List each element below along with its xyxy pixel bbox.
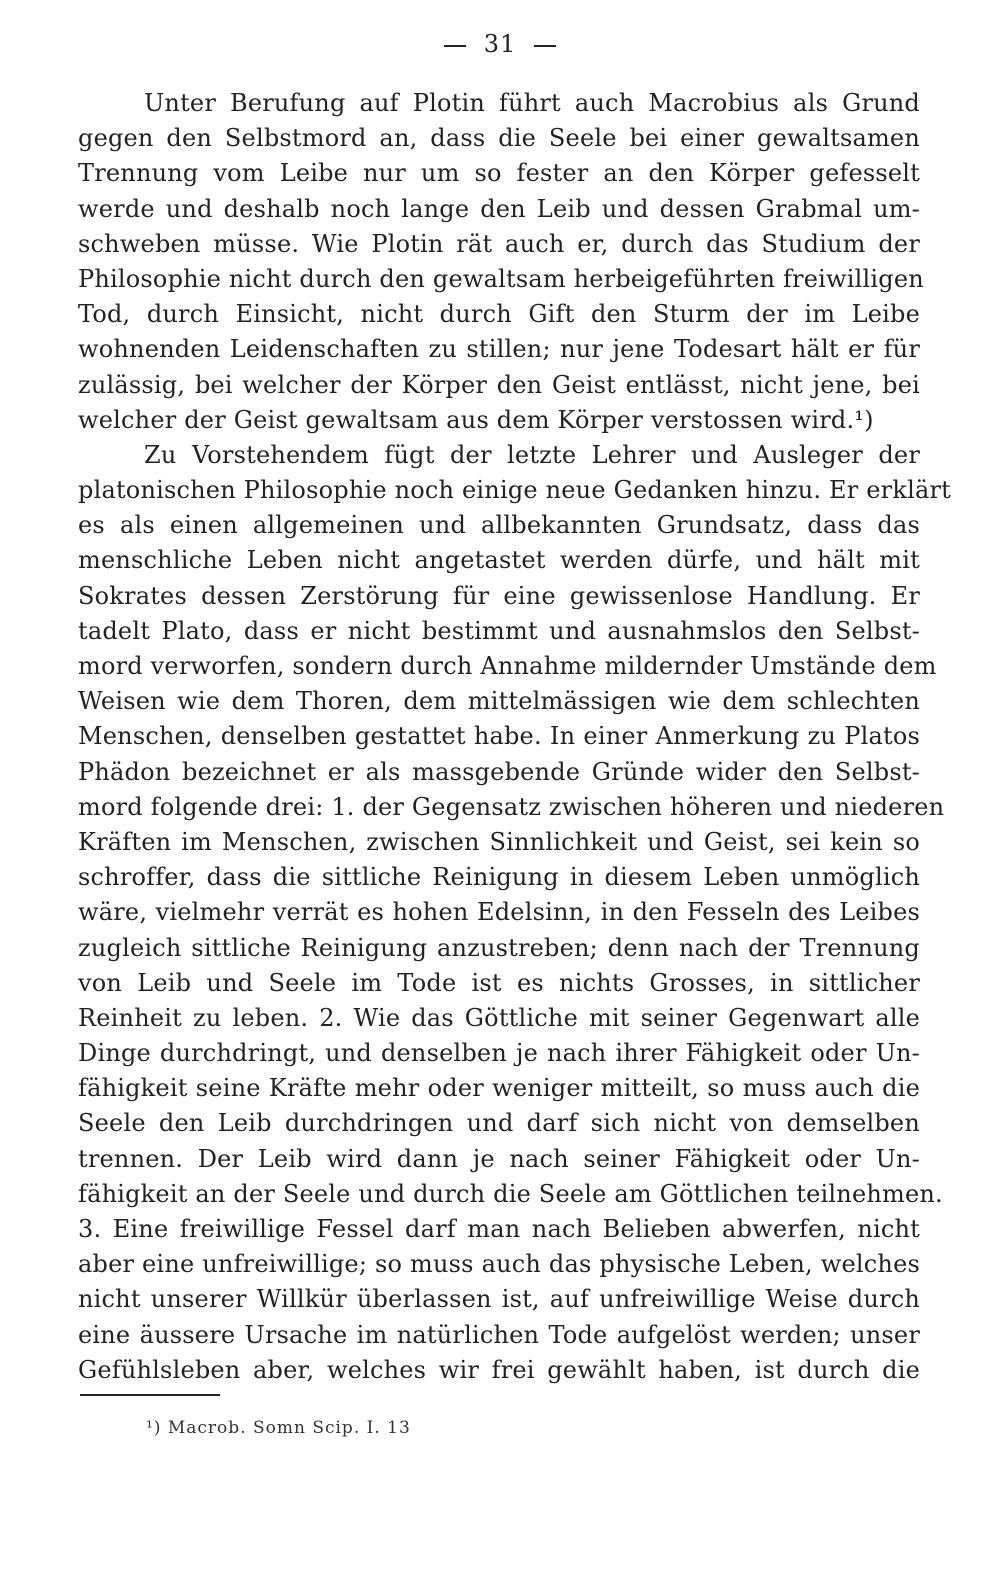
text-line: mord verworfen, sondern durch Annahme mildernder Umstände dem	[78, 652, 937, 680]
text-line: eine äussere Ursache im natürlichen Tode aufgelöst werden; unser	[78, 1320, 920, 1349]
page-number-value: 31	[483, 30, 517, 58]
text-line: Menschen, denselben gestattet habe. In einer Anmerkung zu Platos	[78, 722, 920, 751]
text-line: schweben müsse. Wie Plotin rät auch er, durch das Studium der	[78, 229, 920, 258]
text-line: fähigkeit seine Kräfte mehr oder weniger mitteilt, so muss auch die	[78, 1074, 920, 1103]
text-line: schroffer, dass die sittliche Reinigung in diesem Leben unmöglich	[78, 863, 920, 892]
page-number-dash-right	[534, 45, 556, 47]
page-number-dash-left	[444, 45, 466, 47]
text-line: Sokrates dessen Zerstörung für eine gewissenlose Handlung. Er	[78, 581, 920, 610]
text-line: Weisen wie dem Thoren, dem mittelmässigen wie dem schlechten	[78, 687, 920, 716]
text-line: 3. Eine freiwillige Fessel darf man nach Belieben abwerfen, nicht	[78, 1215, 920, 1243]
page-number	[0, 30, 1000, 58]
text-line: Tod, durch Einsicht, nicht durch Gift den Sturm der im Leibe	[78, 300, 920, 329]
text-line: Reinheit zu leben. 2. Wie das Göttliche mit seiner Gegenwart alle	[78, 1003, 920, 1032]
text-line: Philosophie nicht durch den gewaltsam herbeigeführten freiwilligen	[78, 264, 924, 293]
footnote	[146, 1418, 411, 1438]
text-line: wäre, vielmehr verrät es hohen Edelsinn, in den Fesseln des Leibes	[78, 898, 920, 927]
text-line: zulässig, bei welcher der Körper den Geist entlässt, nicht jene, bei	[78, 370, 920, 399]
text-line: Kräften im Menschen, zwischen Sinnlichkeit und Geist, sei kein so	[78, 827, 920, 856]
text-line: tadelt Plato, dass er nicht bestimmt und ausnahmslos den Selbst-	[78, 616, 920, 645]
footnote-divider	[80, 1394, 220, 1396]
text-line: Dinge durchdringt, und denselben je nach ihrer Fähigkeit oder Un-	[78, 1039, 920, 1068]
text-line: wohnenden Leidenschaften zu stillen; nur jene Todesart hält er für	[78, 335, 920, 364]
text-line: Phädon bezeichnet er als massgebende Gründe wider den Selbst-	[78, 757, 920, 786]
text-line: Zu Vorstehendem fügt der letzte Lehrer und Ausleger der	[144, 440, 920, 469]
text-line: Gefühlsleben aber, welches wir frei gewählt haben, ist durch die	[78, 1355, 920, 1384]
text-line: von Leib und Seele im Tode ist es nichts Grosses, in sittlicher	[78, 968, 920, 997]
text-line: Trennung vom Leibe nur um so fester an den Körper gefesselt	[78, 159, 920, 188]
text-line: trennen. Der Leib wird dann je nach seiner Fähigkeit oder Un-	[78, 1144, 920, 1173]
text-line: welcher der Geist gewaltsam aus dem Körper verstossen wird.¹)	[78, 405, 874, 434]
text-line: es als einen allgemeinen und allbekannten Grundsatz, dass das	[78, 511, 920, 540]
text-line: Unter Berufung auf Plotin führt auch Macrobius als Grund	[144, 89, 920, 117]
text-line: Seele den Leib durchdringen und darf sich nicht von demselben	[78, 1109, 920, 1138]
footnote-text: Macrob. Somn Scip. I. 13	[167, 1418, 411, 1438]
body-text	[78, 86, 951, 1388]
text-line: werde und deshalb noch lange den Leib und dessen Grabmal um-	[78, 194, 920, 223]
text-line: gegen den Selbstmord an, dass die Seele bei einer gewaltsamen	[78, 124, 920, 153]
text-line: mord folgende drei: 1. der Gegensatz zwischen höheren und niederen	[78, 792, 945, 821]
text-line: nicht unserer Willkür überlassen ist, auf unfreiwillige Weise durch	[78, 1285, 920, 1314]
text-line: platonischen Philosophie noch einige neue Gedanken hinzu. Er erklärt	[78, 476, 951, 505]
text-line: fähigkeit an der Seele und durch die Seele am Göttlichen teilnehmen.	[78, 1179, 943, 1208]
footnote-marker: ¹)	[146, 1418, 162, 1438]
text-line: zugleich sittliche Reinigung anzustreben; denn nach der Trennung	[78, 933, 920, 962]
text-line: menschliche Leben nicht angetastet werden dürfe, und hält mit	[78, 546, 920, 575]
text-line: aber eine unfreiwillige; so muss auch das physische Leben, welches	[78, 1250, 920, 1279]
